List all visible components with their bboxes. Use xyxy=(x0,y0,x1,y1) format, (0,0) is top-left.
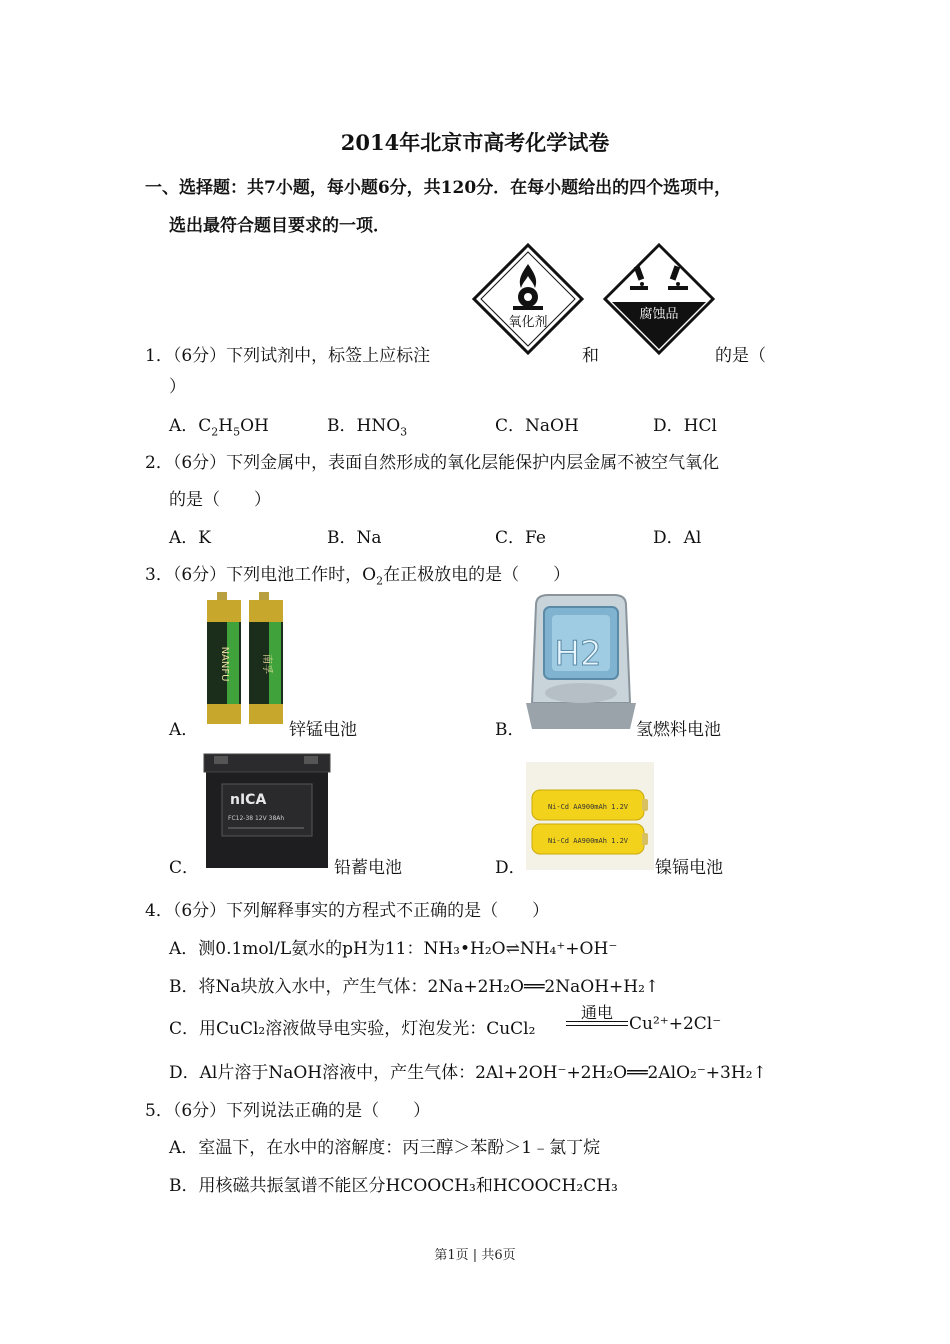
section-heading-line2: 选出最符合题目要求的一项． xyxy=(169,216,390,236)
q3-option-d-letter: D． xyxy=(495,858,526,878)
q1-option-d: D．HCl xyxy=(653,416,717,436)
q3-option-d-text: 镍镉电池 xyxy=(655,858,723,878)
page-title: 2014年北京市高考化学试卷 xyxy=(340,130,610,155)
q4-option-d: D．Al片溶于NaOH溶液中，产生气体：2Al+2OH⁻+2H₂O══2AlO₂⁻+3H₂↑ xyxy=(169,1063,767,1083)
q3-stem: 3．（6分）下列电池工作时，$O_2$在正极放电的是（ ） xyxy=(145,565,571,588)
q1-stem-close: ） xyxy=(169,377,186,397)
nicd-label-2: Ni-Cd AA900mAh 1.2V xyxy=(547,837,629,845)
battery-brand-2: 南孚 xyxy=(261,654,272,674)
lead-acid-battery-image xyxy=(200,750,334,870)
q2-stem-line1: 2．（6分）下列金属中，表面自然形成的氧化层能保护内层金属不被空气氧化 xyxy=(145,453,720,473)
q1-option-b: B．$HNO_3$ xyxy=(327,416,408,439)
q4-option-c-condition: 通电 xyxy=(580,1003,613,1022)
nickel-cadmium-battery-image xyxy=(526,762,654,870)
q3-option-b-letter: B． xyxy=(495,720,525,740)
page-footer: 第1页 | 共6页 xyxy=(434,1248,516,1263)
q1-stem: 1．（6分）下列试剂中，标签上应标注 xyxy=(145,346,431,366)
q3-option-b-text: 氢燃料电池 xyxy=(636,720,721,740)
corrosive-hazard-sign xyxy=(602,242,716,356)
q2-stem-line2: 的是（ ） xyxy=(169,490,271,510)
section-heading-line1: 一、选择题：共7小题，每小题6分，共120分．在每小题给出的四个选项中， xyxy=(145,178,732,198)
q2-option-d: D．Al xyxy=(653,528,702,548)
q2-option-c: C．Fe xyxy=(495,528,546,548)
fuel-cell-h2: H2 xyxy=(554,634,602,674)
q1-option-c: C．NaOH xyxy=(495,416,579,436)
q2-option-a: A．K xyxy=(169,528,211,548)
q1-stem-end: 的是（ xyxy=(715,346,766,366)
nicd-label-1: Ni-Cd AA900mAh 1.2V xyxy=(547,803,629,811)
oxidizer-hazard-sign xyxy=(471,242,585,356)
q5-stem: 5．（6分）下列说法正确的是（ ） xyxy=(145,1101,431,1121)
q4-option-b: B．将Na块放入水中，产生气体：2Na+2H₂O══2NaOH+H₂↑ xyxy=(169,977,660,997)
q3-option-a-letter: A． xyxy=(169,720,199,740)
q1-and: 和 xyxy=(582,346,599,366)
q5-option-b: B．用核磁共振氢谱不能区分HCOOCH₃和HCOOCH₂CH₃ xyxy=(169,1176,618,1196)
q2-option-b: B．Na xyxy=(327,528,382,548)
oxidizer-label: 氧化剂 xyxy=(508,315,548,330)
zinc-manganese-battery-image xyxy=(203,592,288,730)
lead-battery-brand: nICA xyxy=(230,792,267,808)
q3-option-c-text: 铅蓄电池 xyxy=(334,858,402,878)
q4-option-c-equals-sign xyxy=(566,1021,628,1026)
q4-option-c-pre: C．用CuCl₂溶液做导电实验，灯泡发光：CuCl₂ xyxy=(169,1019,536,1039)
q5-option-a: A．室温下，在水中的溶解度：丙三醇＞苯酚＞1﹣氯丁烷 xyxy=(169,1138,601,1158)
lead-battery-model: FC12-38 12V 38Ah xyxy=(228,815,285,822)
hydrogen-fuel-cell-image xyxy=(526,593,636,731)
q3-option-a-text: 锌锰电池 xyxy=(289,720,357,740)
q3-option-c-letter: C． xyxy=(169,858,200,878)
q4-option-c-post: Cu²⁺+2Cl⁻ xyxy=(629,1014,722,1034)
battery-brand-1: NANFU xyxy=(219,646,230,682)
q4-option-a: A．测0.1mol/L氨水的pH为11：NH₃•H₂O⇌NH₄⁺+OH⁻ xyxy=(169,939,618,959)
q4-stem: 4．（6分）下列解释事实的方程式不正确的是（ ） xyxy=(145,901,550,921)
q1-option-a: A．$C_2H_5OH$ xyxy=(169,416,269,439)
corrosive-label: 腐蚀品 xyxy=(639,307,679,322)
